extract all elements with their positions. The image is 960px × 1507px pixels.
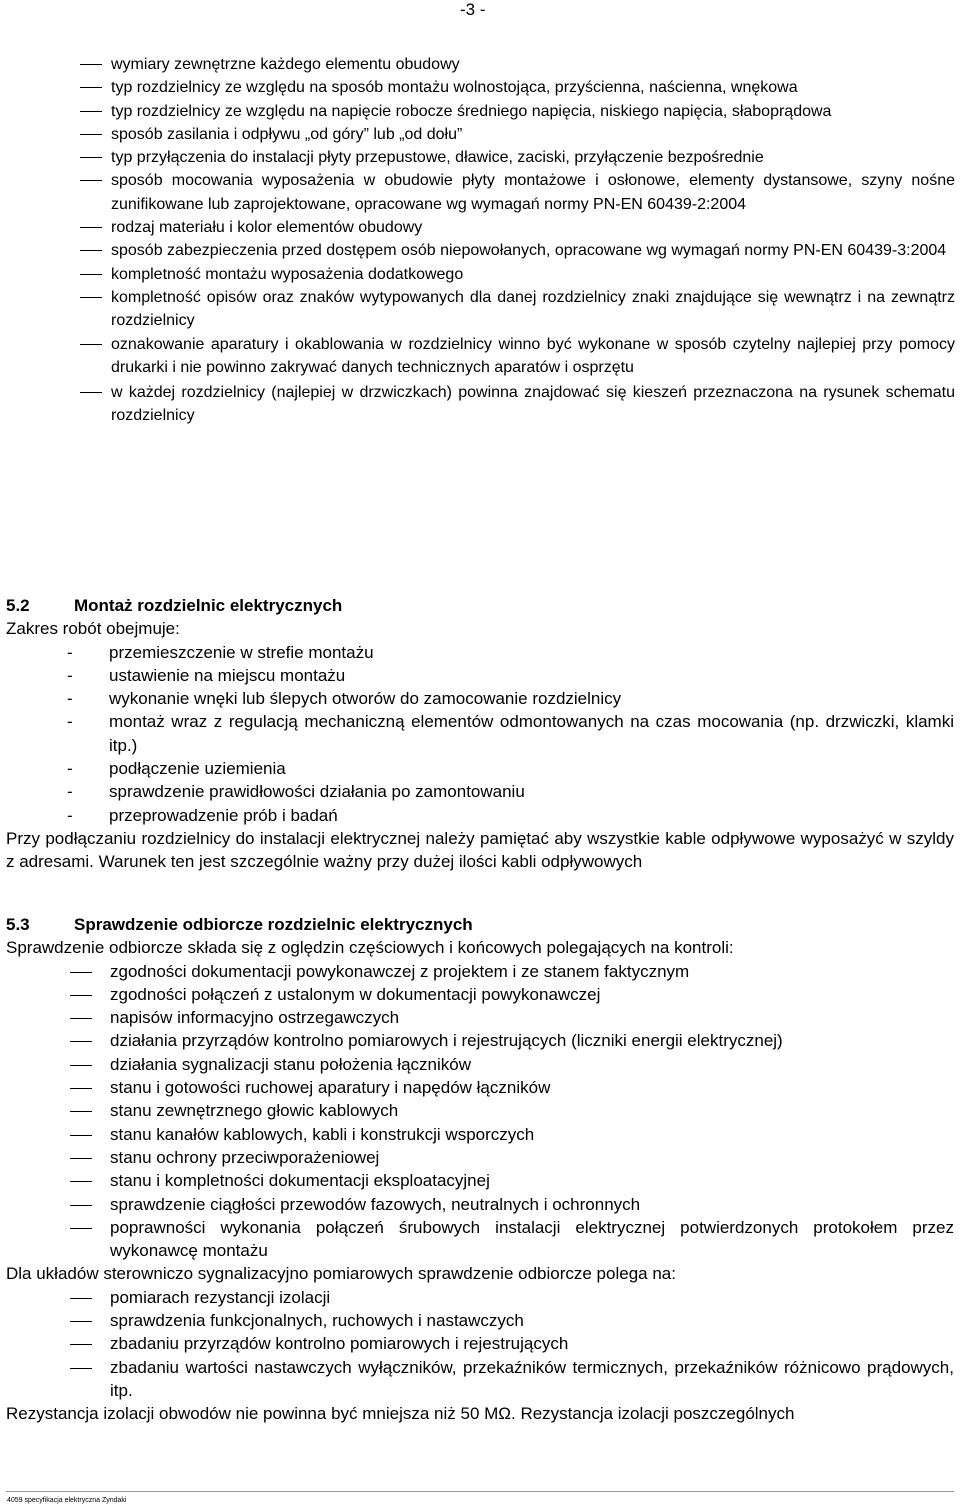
top-dash-list	[77, 53, 955, 428]
list-item: kompletność opisów oraz znaków wytypowanych dla danej rozdzielnicy znaki znajdujące się wewnątrz i na zewnątrz rozdzielnicy	[77, 286, 955, 333]
list-mark: -	[67, 805, 73, 825]
list-item: rodzaj materiału i kolor elementów obudowy	[77, 216, 955, 239]
list-mark: -	[67, 642, 73, 662]
section-heading	[6, 594, 954, 617]
list-item: kompletność montażu wyposażenia dodatkowego	[77, 263, 955, 286]
list-item: oznakowanie aparatury i okablowania w rozdzielnicy winno być wykonane w sposób czytelny najlepiej przy pomocy drukarki i nie powinno zakrywać danych technicznych aparatów i osprzętu	[77, 333, 955, 380]
list-item-text: podłączenie uziemienia	[109, 759, 286, 779]
list-item: działania przyrządów kontrolno pomiarowych i rejestrujących (liczniki energii elektrycznej)	[6, 1029, 954, 1052]
section-intro: Zakres robót obejmuje:	[6, 619, 180, 639]
list-item: w każdej rozdzielnicy (najlepiej w drzwiczkach) powinna znajdować się kieszeń przeznaczona na rysunek schematu rozdzielnicy	[77, 381, 955, 428]
list-item: sposób zabezpieczenia przed dostępem osób niepowołanych, opracowane wg wymagań normy PN-EN 60439-3:2004	[77, 239, 955, 262]
section-number: 5.3	[6, 915, 30, 934]
section-5-2	[6, 594, 954, 874]
list-item	[6, 804, 954, 827]
list-item-text: sprawdzenie prawidłowości działania po zamontowaniu	[109, 782, 525, 802]
list-item	[6, 780, 954, 803]
list-item: sprawdzenia funkcjonalnych, ruchowych i nastawczych	[6, 1309, 954, 1332]
dash-list	[6, 960, 954, 1263]
list-item: typ przyłączenia do instalacji płyty przepustowe, dławice, zaciski, przyłączenie bezpośrednie	[77, 146, 955, 169]
list-mark: -	[67, 665, 73, 685]
section-title: Sprawdzenie odbiorcze rozdzielnic elektrycznych	[74, 915, 473, 934]
list-item: stanu zewnętrznego głowic kablowych	[6, 1099, 954, 1122]
list-item: sposób zasilania i odpływu „od góry” lub „od dołu”	[77, 123, 955, 146]
list-item	[6, 687, 954, 710]
dash-list-2	[6, 1286, 954, 1402]
list-item: zgodności dokumentacji powykonawczej z projektem i ze stanem faktycznym	[6, 960, 954, 983]
list-item-text: przeprowadzenie prób i badań	[109, 805, 338, 825]
footer-text: 4059 specyfikacja elektryczna Zyndaki	[7, 1497, 127, 1504]
list-mark: -	[67, 689, 73, 709]
section-closing: Przy podłączaniu rozdzielnicy do instalacji elektrycznej należy pamiętać aby wszystkie kable odpływowe wyposażyć w szyldy z adresami. Warunek ten jest szczególnie ważny przy dużej ilości kabli odpływowych	[6, 828, 954, 872]
list-item: wymiary zewnętrzne każdego elementu obudowy	[77, 53, 955, 76]
list-item: zbadaniu przyrządów kontrolno pomiarowych i rejestrujących	[6, 1332, 954, 1355]
list-item: typ rozdzielnicy ze względu na napięcie robocze średniego napięcia, niskiego napięcia, słaboprądowa	[77, 100, 955, 123]
list-mark: -	[67, 759, 73, 779]
section-title: Montaż rozdzielnic elektrycznych	[74, 596, 343, 615]
list-item: stanu kanałów kablowych, kabli i konstrukcji wsporczych	[6, 1123, 954, 1146]
list-mark: -	[67, 712, 73, 732]
list-item: zgodności połączeń z ustalonym w dokumentacji powykonawczej	[6, 983, 954, 1006]
list-item: napisów informacyjno ostrzegawczych	[6, 1006, 954, 1029]
section-heading	[6, 913, 954, 936]
section-closing: Rezystancja izolacji obwodów nie powinna być mniejsza niż 50 MΩ. Rezystancja izolacji poszczególnych	[6, 1404, 795, 1424]
footer-divider	[6, 1491, 954, 1492]
page-number: -3 -	[460, 0, 486, 19]
list-item: poprawności wykonania połączeń śrubowych instalacji elektrycznej potwierdzonych protokołem przez wykonawcę montażu	[6, 1216, 954, 1263]
list-item: sposób mocowania wyposażenia w obudowie płyty montażowe i osłonowe, elementy dystansowe, szyny nośne zunifikowane lub zaprojektowane, opracowane wg wymagań normy PN-EN 60439-2:2004	[77, 169, 955, 216]
list-item: zbadaniu wartości nastawczych wyłączników, przekaźników termicznych, przekaźników różnicowo prądowych, itp.	[6, 1356, 954, 1403]
list-item	[6, 664, 954, 687]
list-item: pomiarach rezystancji izolacji	[6, 1286, 954, 1309]
list-item: sprawdzenie ciągłości przewodów fazowych, neutralnych i ochronnych	[6, 1193, 954, 1216]
list-item	[6, 641, 954, 664]
list-item-text: wykonanie wnęki lub ślepych otworów do zamocowanie rozdzielnicy	[109, 689, 622, 709]
list-item: stanu ochrony przeciwporażeniowej	[6, 1146, 954, 1169]
list-item: typ rozdzielnicy ze względu na sposób montażu wolnostojąca, przyścienna, naścienna, wnękowa	[77, 76, 955, 99]
list-item-text: ustawienie na miejscu montażu	[109, 665, 346, 685]
list-item: działania sygnalizacji stanu położenia łączników	[6, 1053, 954, 1076]
section-intro-2: Dla układów sterowniczo sygnalizacyjno pomiarowych sprawdzenie odbiorcze polega na:	[6, 1264, 676, 1284]
list-item-text: przemieszczenie w strefie montażu	[109, 642, 374, 662]
list-mark: -	[67, 782, 73, 802]
list-item	[6, 757, 954, 780]
section-intro: Sprawdzenie odbiorcze składa się z oględzin częściowych i końcowych polegających na kontroli:	[6, 938, 734, 958]
list-item	[6, 710, 954, 757]
hyphen-list	[6, 641, 954, 827]
list-item-text: montaż wraz z regulacją mechaniczną elementów odmontowanych na czas mocowania (np. drzwiczki, klamki itp.)	[109, 712, 954, 755]
list-item: stanu i gotowości ruchowej aparatury i napędów łączników	[6, 1076, 954, 1099]
section-5-3	[6, 913, 954, 1426]
section-number: 5.2	[6, 596, 30, 615]
list-item: stanu i kompletności dokumentacji eksploatacyjnej	[6, 1169, 954, 1192]
